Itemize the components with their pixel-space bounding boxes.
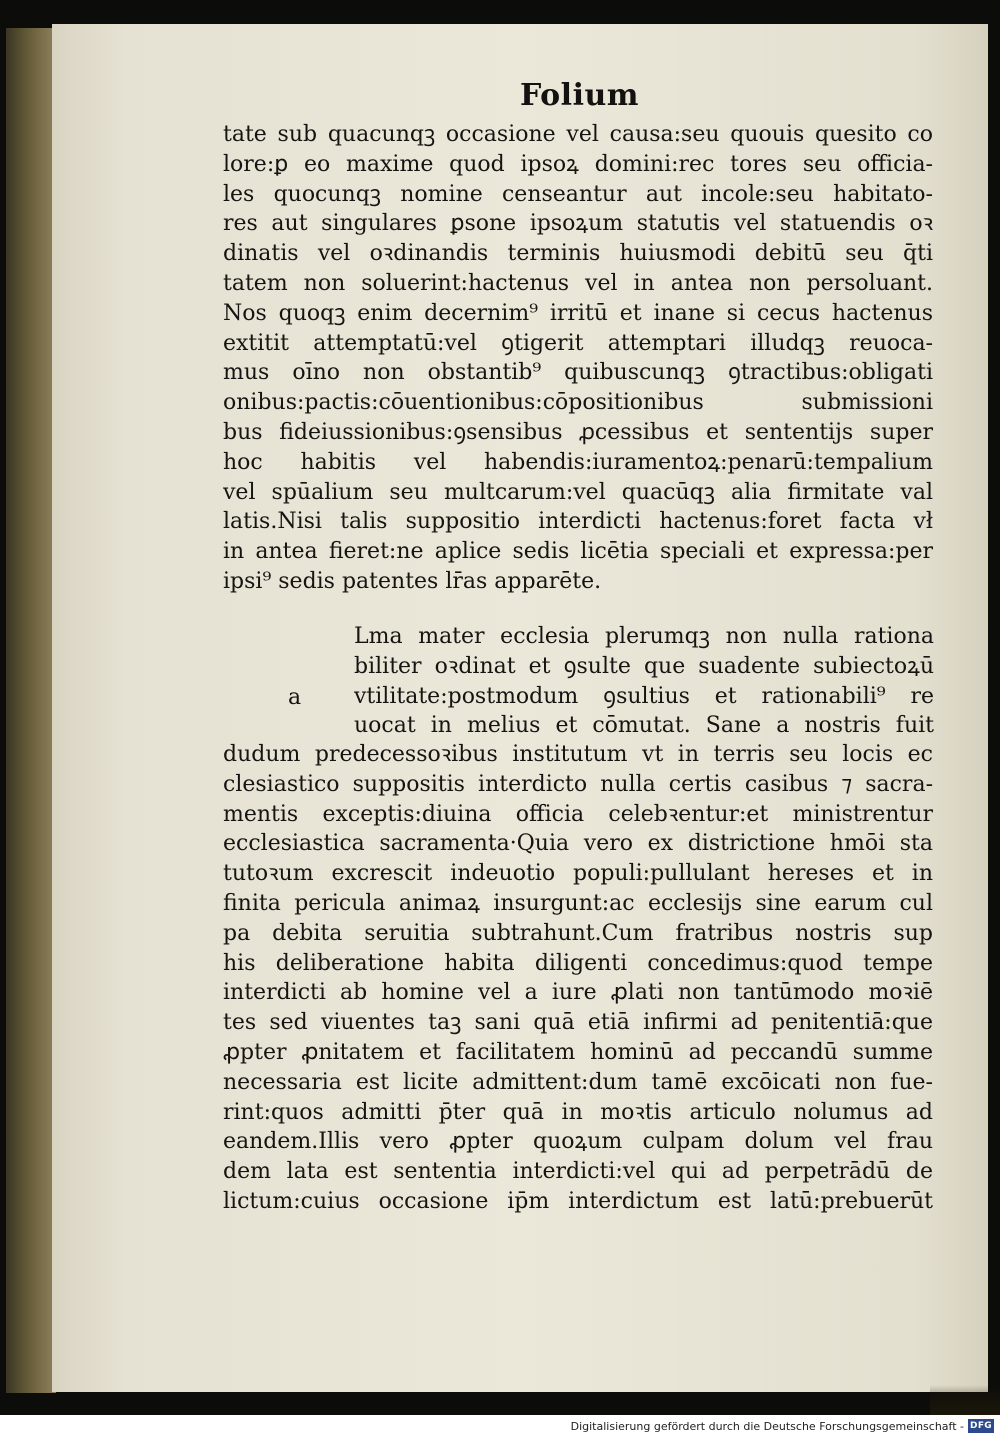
text-line: tatem non soluerint:hactenus vel in antea non persoluant. — [223, 270, 933, 296]
text-block-2-opening — [354, 622, 934, 742]
text-line: res aut singulares ꝑsone ipsoꝝum statutis vel statuendis oꝛ — [223, 211, 933, 237]
text-line: finita pericula animaꝝ insurgunt:ac ecclesijs sine earum cul — [223, 890, 933, 916]
text-line: clesiastico suppositis interdicto nulla certis casibus ⁊ sacra- — [223, 771, 933, 797]
text-line: ꝓpter ꝓnitatem et facilitatem hominū ad peccandū summe — [223, 1039, 933, 1065]
text-line: interdicti ab homine vel a iure ꝓlati non tantūmodo moꝛiē — [223, 980, 933, 1006]
text-block-2 — [223, 740, 933, 1230]
page-title: Folium — [520, 78, 640, 113]
text-line: lore:ꝑ eo maxime quod ipsoꝝ domini:rec tores seu officia- — [223, 151, 933, 177]
text-line: mus oīno non obstantib⁹ quibuscunqꝫ ꝯtractibus:obligati — [223, 360, 933, 386]
text-line: ipsi⁹ sedis patentes lr̄as apparēte. — [223, 568, 602, 594]
footer-credit: Digitalisierung gefördert durch die Deutsche Forschungsgemeinschaft - — [570, 1420, 964, 1433]
text-block-1 — [223, 120, 933, 610]
text-line: pa debita seruitia subtrahunt.Cum fratribus nostris sup — [223, 920, 933, 946]
text-line: ecclesiastica sacramenta·Quia vero ex districtione hmōi sta — [223, 831, 933, 857]
text-line: rint:quos admitti p̄ter quā in moꝛtis articulo nolumus ad — [223, 1099, 933, 1125]
text-line: dinatis vel oꝛdinandis terminis huiusmodi debitū seu q̄ti — [223, 241, 933, 267]
text-line: hoc habitis vel habendis:iuramentoꝝ:penarū:tempalium — [223, 449, 933, 475]
text-line: necessaria est licite admittent:dum tamē excōicati non fue- — [223, 1069, 933, 1095]
text-line: tes sed viuentes taꝫ sani quā etiā infirmi ad penitentiā:que — [223, 1010, 933, 1036]
text-line: lictum:cuius occasione ip̄m interdictum est latū:prebuerūt — [223, 1188, 933, 1214]
text-line: les quocunqꝫ nomine censeantur aut incole:seu habitato- — [223, 181, 933, 207]
dfg-logo: DFG — [968, 1419, 994, 1433]
text-line: vtilitate:postmodum ꝯsultius et rationabili⁹ re — [354, 683, 934, 709]
book-binding-edge — [6, 28, 56, 1393]
text-line: onibus:pactis:cōuentionibus:cōpositionibus submissioni — [223, 390, 933, 416]
text-line: mentis exceptis:diuina officia celebꝛentur:et ministrentur — [223, 801, 933, 827]
text-line: Lma mater ecclesia plerumqꝫ non nulla rationa — [354, 624, 934, 649]
text-line: bus fideiussionibus:ꝯsensibus ꝓcessibus et sententijs super — [223, 419, 933, 445]
text-line: latis.Nisi talis suppositio interdicti hactenus:foret facta vł — [223, 509, 933, 535]
page-corner-shadow — [930, 1385, 1000, 1415]
text-line: in antea fieret:ne aplice sedis licētia speciali et expressa:per — [223, 539, 933, 565]
text-line: dudum predecessoꝛibus institutum vt in terris seu locis ec — [223, 742, 933, 767]
text-line: his deliberatione habita diligenti concedimus:quod tempe — [223, 950, 933, 976]
text-line: vel spūalium seu multcarum:vel quacūqꝫ alia firmitate val — [223, 479, 933, 505]
margin-note: a — [288, 685, 302, 710]
text-line: tate sub quacunqꝫ occasione vel causa:seu quouis quesito co — [223, 122, 933, 147]
text-line: dem lata est sententia interdicti:vel qui ad perpetrādū de — [223, 1159, 933, 1185]
text-line: eandem.Illis vero ꝓpter quoꝝum culpam dolum vel frau — [223, 1129, 933, 1155]
text-line: uocat in melius et cōmutat. Sane a nostris fuit — [354, 713, 934, 739]
text-line: tutoꝛum excrescit indeuotio populi:pullulant hereses et in — [223, 861, 933, 887]
text-line: biliter oꝛdinat et ꝯsulte que suadente subiectoꝝū — [354, 653, 934, 679]
text-line: Nos quoqꝫ enim decernim⁹ irritū et inane si cecus hactenus — [223, 300, 933, 326]
text-line: extitit attemptatū:vel ꝯtigerit attemptari illudqꝫ reuoca- — [223, 330, 933, 356]
